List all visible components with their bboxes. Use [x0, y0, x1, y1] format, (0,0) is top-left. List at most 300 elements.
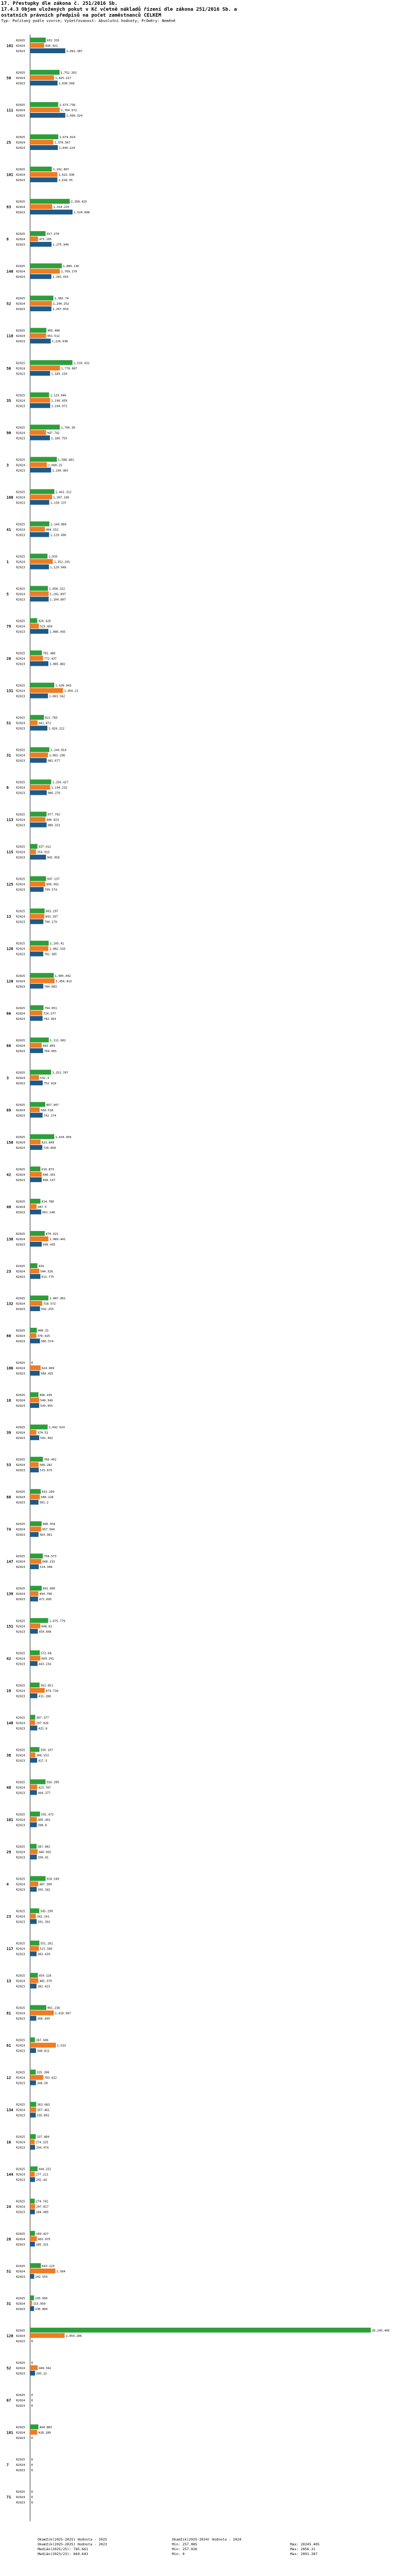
group-label: 52	[6, 301, 11, 306]
group-label: 7	[6, 2463, 9, 2467]
series-label: R2024	[16, 1367, 25, 1371]
bar-r2023	[30, 1725, 37, 1730]
group-label: 71	[6, 2495, 11, 2500]
bar-value-label: 459.606	[39, 1630, 52, 1634]
bar-r2023	[30, 855, 46, 860]
series-label: R2025	[16, 1168, 25, 1171]
series-label: R2025	[16, 491, 25, 494]
bar-value-label: 790.179	[44, 920, 57, 924]
bar-r2023	[30, 467, 51, 472]
bar-value-label: 515.675	[40, 1469, 53, 1473]
series-label: R2023	[16, 2501, 25, 2505]
bar-r2025	[30, 70, 60, 75]
group-label: 42	[6, 1656, 11, 1661]
series-label: R2024	[16, 1818, 25, 1822]
bar-r2024	[30, 2269, 55, 2273]
series-label: R2025	[16, 1620, 25, 1623]
series-label: R2023	[16, 1824, 25, 1827]
bar-r2023	[30, 145, 58, 150]
series-label: R2025	[16, 362, 25, 365]
series-label: R2024	[16, 2431, 25, 2435]
bar-value-label: 572.68	[40, 1652, 52, 1656]
bar-r2023	[30, 1532, 39, 1537]
series-label: R2024	[16, 2399, 25, 2402]
bar-value-label: 425.8	[38, 1727, 47, 1731]
bar-value-label: 514.348	[40, 1566, 53, 1570]
bar-r2024	[30, 236, 38, 241]
bar-value-label: 348.811	[37, 2049, 50, 2053]
series-label: R2023	[16, 2307, 25, 2311]
bar-r2024	[30, 656, 43, 660]
bar-value-label: 1,618.35	[58, 179, 73, 183]
footer-max-2025: Max: 20245.405	[290, 2542, 320, 2546]
bar-value-label: 1,042.624	[48, 1426, 65, 1430]
bar-value-label: 1,105.41	[49, 942, 64, 946]
bar-r2023	[30, 1048, 43, 1053]
bar-r2024	[30, 430, 46, 435]
bar-r2024	[30, 1075, 39, 1080]
bar-value-label: 592.253	[41, 1308, 54, 1312]
group-label: 147	[6, 1559, 13, 1564]
bar-value-label: 471.695	[39, 1598, 52, 1602]
bar-value-label: 1,436.043	[55, 684, 71, 688]
bar-value-label: 428.189	[38, 2431, 51, 2435]
bar-value-label: 1,630.566	[59, 82, 75, 86]
bar-r2023	[30, 1081, 43, 1085]
bar-value-label: 931.333	[47, 39, 60, 42]
series-label: R2025	[16, 781, 25, 785]
series-label: R2023	[16, 1566, 25, 1570]
group-label: 115	[6, 850, 13, 855]
bar-r2023	[30, 564, 49, 569]
bar-value-label: 718.572	[43, 1303, 56, 1306]
chart-footer	[0, 2537, 403, 2570]
bar-value-label: 1,087.962	[49, 1297, 66, 1301]
bar-r2023	[30, 2016, 37, 2021]
series-label: R2025	[16, 1716, 25, 1720]
bar-r2023	[30, 1629, 38, 1634]
bar-r2025	[30, 231, 46, 236]
series-label: R2023	[16, 985, 25, 989]
bar-value-label: 1,026.222	[48, 727, 64, 731]
series-label: R2024	[16, 45, 25, 48]
bar-r2024	[30, 623, 39, 628]
bar-value-label: 1,249.405	[52, 469, 68, 473]
bar-value-label: 799.574	[45, 888, 57, 892]
bar-r2024	[30, 1043, 42, 1048]
group-label: 31	[6, 2301, 11, 2306]
bar-r2023	[30, 1693, 38, 1698]
group-label: 140	[6, 269, 13, 274]
bar-r2023	[30, 1661, 38, 1666]
group-label: 39	[6, 1430, 11, 1435]
group-label: 26	[6, 656, 11, 661]
bar-value-label: 609.291	[41, 1657, 54, 1661]
series-label: R2023	[16, 437, 25, 441]
series-label: R2024	[16, 496, 25, 500]
bar-r2025	[30, 1876, 46, 1881]
bar-r2023	[30, 1274, 40, 1279]
bar-r2024	[30, 1849, 38, 1854]
group-label: 150	[6, 1140, 13, 1145]
bar-r2025	[30, 780, 51, 785]
series-label: R2025	[16, 1748, 25, 1752]
group-label: 79	[6, 624, 11, 629]
series-label: R2023	[16, 2243, 25, 2247]
bar-r2025	[30, 876, 46, 881]
bar-r2023	[30, 823, 47, 828]
series-label: R2023	[16, 1985, 25, 1989]
bar-r2025	[30, 683, 54, 688]
series-label: R2025	[16, 2006, 25, 2010]
series-label: R2023	[16, 2275, 25, 2279]
series-label: R2025	[16, 1232, 25, 1236]
bar-value-label: 277.221	[35, 2173, 48, 2177]
bar-value-label: 1,410.987	[55, 2012, 71, 2016]
bar-value-label: 568.518	[40, 1109, 53, 1112]
series-label: R2024	[16, 625, 25, 629]
group-label: 6	[6, 786, 9, 790]
series-label: R2024	[16, 2237, 25, 2241]
group-label: 61	[6, 2043, 11, 2048]
bar-r2025	[30, 2199, 35, 2204]
series-label: R2024	[16, 593, 25, 596]
group-label: 48	[6, 1785, 11, 1790]
series-label: R2024	[16, 2270, 25, 2273]
group-label: 101	[6, 44, 13, 48]
series-label: R2024	[16, 367, 25, 371]
series-label: R2025	[16, 426, 25, 430]
series-label: R2023	[16, 1888, 25, 1892]
bar-value-label: 285.321	[35, 2243, 49, 2247]
bar-r2025	[30, 941, 49, 946]
bar-value-label: 726.858	[43, 1146, 56, 1150]
bar-r2023	[30, 339, 51, 343]
bar-r2025	[30, 296, 53, 300]
bar-value-label: 2,090.324	[66, 114, 83, 118]
bar-value-label: 897.947	[46, 1103, 59, 1107]
bar-r2023	[30, 2048, 36, 2053]
series-label: R2024	[16, 399, 25, 403]
series-label: R2024	[16, 270, 25, 274]
bar-r2025	[30, 1134, 54, 1139]
bar-r2023	[30, 1919, 37, 1924]
bar-value-label: 496.109	[39, 1394, 52, 1398]
series-label: R2025	[16, 1103, 25, 1107]
bar-value-label: 0	[31, 2501, 33, 2505]
bar-r2023	[30, 984, 44, 989]
series-label: R2025	[16, 2393, 25, 2397]
series-label: R2025	[16, 2297, 25, 2300]
series-label: R2023	[16, 953, 25, 956]
bar-r2023	[30, 435, 50, 440]
bar-value-label: 608.62	[41, 1625, 52, 1629]
bar-r2024	[30, 850, 36, 854]
bar-r2023	[30, 2306, 34, 2311]
bar-value-label: 235.095	[35, 2297, 48, 2300]
bar-value-label: 404.377	[38, 1791, 51, 1795]
bar-value-label: 423.787	[38, 1786, 51, 1790]
group-label: 83	[6, 205, 11, 210]
bar-value-label: 506.282	[39, 1464, 53, 1467]
bar-r2023	[30, 919, 44, 924]
series-label: R2025	[16, 200, 25, 204]
footer-max-2024: Max: 2056.31	[290, 2547, 315, 2551]
bar-r2023	[30, 1500, 39, 1505]
bar-r2023	[30, 2371, 35, 2376]
bar-r2024	[30, 914, 44, 919]
series-label: R2025	[16, 749, 25, 752]
bar-value-label: 274.742	[35, 2200, 48, 2204]
bar-value-label: 692.865	[42, 1044, 55, 1048]
bar-value-label: 541.492	[40, 1437, 53, 1441]
series-label: R2024	[16, 1980, 25, 1983]
bar-r2025	[30, 1715, 35, 1719]
series-label: R2023	[16, 114, 25, 118]
bar-value-label: 449.342	[39, 2366, 52, 2370]
bar-r2024	[30, 1527, 41, 1531]
series-label: R2024	[16, 1270, 25, 1273]
bar-r2025	[30, 1457, 43, 1462]
bar-value-label: 307.377	[36, 1716, 49, 1720]
bar-value-label: 401.075	[38, 2237, 51, 2241]
bar-r2024	[30, 75, 54, 80]
bar-r2024	[30, 1430, 37, 1435]
series-label: R2025	[16, 2329, 25, 2333]
bar-r2024	[30, 43, 44, 48]
bar-r2023	[30, 1435, 39, 1440]
bar-r2025	[30, 360, 73, 365]
series-label: R2025	[16, 458, 25, 462]
bar-value-label: 690.137	[42, 1178, 55, 1182]
bar-value-label: 1,075.779	[49, 1620, 66, 1623]
footer-min-2023: Min: 0	[172, 2552, 185, 2556]
series-label: R2024	[16, 2366, 25, 2370]
series-label: R2025	[16, 2361, 25, 2365]
bar-value-label: 1,251.767	[52, 1071, 69, 1075]
series-label: R2025	[16, 1491, 25, 1494]
bar-r2025	[30, 1263, 38, 1268]
bar-value-label: 657.504	[42, 1528, 55, 1532]
bar-value-label: 0	[31, 2361, 33, 2365]
series-label: R2023	[16, 1340, 25, 1344]
series-label: R2023	[16, 1920, 25, 1924]
bar-value-label: 1,764.572	[61, 109, 77, 113]
bar-value-label: 1,352.291	[54, 560, 70, 564]
bar-r2023	[30, 1145, 42, 1150]
bar-r2024	[30, 1817, 37, 1822]
bar-value-label: 20,245.405	[372, 2329, 390, 2333]
bar-r2024	[30, 462, 47, 467]
bar-value-label: 0	[31, 2436, 33, 2440]
series-label: R2025	[16, 168, 25, 172]
bar-r2024	[30, 140, 53, 145]
bar-r2024	[30, 2107, 36, 2112]
bar-r2024	[30, 527, 45, 531]
series-label: R2024	[16, 464, 25, 467]
bar-value-label: 696.435	[42, 1243, 55, 1247]
bar-value-label: 1,065.296	[49, 754, 66, 758]
bar-value-label: 400.31	[38, 1329, 49, 1333]
bar-r2025	[30, 2167, 38, 2171]
series-label: R2023	[16, 1308, 25, 1312]
group-label: 131	[6, 689, 13, 694]
bar-value-label: 501.2	[39, 1501, 49, 1505]
series-label: R2025	[16, 523, 25, 527]
bar-value-label: 342.101	[37, 1915, 49, 1919]
bar-r2025	[30, 263, 62, 268]
series-label: R2025	[16, 652, 25, 656]
bar-value-label: 348.58	[37, 2082, 48, 2085]
bar-value-label: 335.396	[37, 2071, 49, 2075]
series-label: R2025	[16, 136, 25, 140]
bar-value-label: 0	[31, 2469, 33, 2472]
group-label: 41	[6, 527, 11, 532]
series-label: R2023	[16, 1372, 25, 1376]
series-label: R2023	[16, 1695, 25, 1699]
bar-value-label: 363.683	[37, 2103, 50, 2107]
bar-value-label: 822.785	[45, 716, 57, 720]
series-label: R2024	[16, 1141, 25, 1145]
bar-r2023	[30, 2274, 34, 2279]
bar-value-label: 539.455	[40, 1405, 53, 1408]
group-label: 69	[6, 1108, 11, 1113]
bar-r2024	[30, 2043, 56, 2048]
series-label: R2025	[16, 394, 25, 398]
bar-value-label: 863.297	[46, 910, 59, 913]
bar-value-label: 772.437	[44, 657, 57, 661]
series-label: R2025	[16, 555, 25, 559]
series-label: R2023	[16, 1405, 25, 1408]
bar-value-label: 292.44	[36, 2178, 47, 2182]
footer-legend-2023: Okamžik(2025-2025) Hodnota - 2023	[38, 2542, 107, 2546]
bar-value-label: 376.925	[37, 1335, 50, 1339]
series-label: R2025	[16, 2200, 25, 2204]
bar-r2023	[30, 1790, 37, 1795]
bar-r2024	[30, 204, 52, 209]
bar-value-label: 1,649.224	[59, 147, 75, 150]
bar-value-label: 977.792	[47, 813, 60, 817]
series-label: R2025	[16, 684, 25, 688]
bar-r2024	[30, 1785, 37, 1789]
bar-value-label: 1,111.602	[49, 1039, 66, 1042]
bar-value-label: 437.412	[38, 845, 51, 849]
group-label: 31	[6, 753, 11, 758]
series-label: R2023	[16, 2469, 25, 2472]
bar-r2025	[30, 102, 58, 107]
series-label: R2024	[16, 1335, 25, 1339]
series-label: R2023	[16, 1275, 25, 1279]
bar-r2025	[30, 812, 47, 817]
series-label: R2023	[16, 1791, 25, 1795]
bar-value-label: 1,434.959	[55, 1135, 71, 1139]
series-label: R2025	[16, 813, 25, 817]
group-label: 40	[6, 1205, 11, 1210]
bar-r2023	[30, 500, 49, 505]
bar-value-label: 896.992	[46, 883, 59, 887]
series-label: R2024	[16, 1722, 25, 1725]
group-label: 120	[6, 979, 13, 984]
series-label: R2023	[16, 1211, 25, 1214]
group-label: 161	[6, 1817, 13, 1822]
bar-value-label: 1,778.087	[61, 367, 77, 371]
bar-r2023	[30, 532, 49, 537]
group-label: 81	[6, 2011, 11, 2016]
bar-r2025	[30, 1167, 40, 1171]
bar-value-label: 446.902	[38, 1851, 52, 1854]
bar-r2025	[30, 2134, 36, 2139]
series-label: R2025	[16, 974, 25, 978]
bar-r2025	[30, 38, 46, 42]
series-label: R2024	[16, 1173, 25, 1177]
group-label: 24	[6, 2205, 11, 2210]
series-label: R2024	[16, 109, 25, 113]
bar-r2023	[30, 113, 65, 118]
bar-value-label: 441.872	[38, 722, 52, 725]
bar-value-label: 1,504	[56, 2270, 66, 2273]
bar-r2025	[30, 1199, 40, 1204]
bar-r2025	[30, 1070, 51, 1075]
bar-r2024	[30, 1978, 38, 1983]
group-label: 29	[6, 1850, 11, 1854]
bar-r2025	[30, 747, 49, 752]
bar-value-label: 916.399	[46, 1781, 59, 1785]
bar-r2025	[30, 1586, 42, 1591]
series-label: R2024	[16, 851, 25, 854]
bar-value-label: 1,194.232	[51, 786, 68, 790]
bar-r2025	[30, 2070, 36, 2075]
series-label: R2025	[16, 845, 25, 849]
bar-r2023	[30, 1113, 42, 1118]
group-label: 13	[6, 915, 11, 919]
series-label: R2025	[16, 71, 25, 75]
bar-value-label: 335.891	[37, 2114, 49, 2118]
series-label: R2023	[16, 1727, 25, 1731]
bar-r2025	[30, 650, 42, 655]
bar-value-label: 947.137	[47, 877, 60, 881]
series-label: R2025	[16, 1071, 25, 1075]
bar-r2023	[30, 1596, 38, 1601]
bar-value-label: 781.385	[44, 953, 57, 956]
group-label: 18	[6, 1398, 11, 1403]
group-label: 111	[6, 108, 13, 113]
series-label: R2023	[16, 1953, 25, 1956]
bar-value-label: 783.822	[44, 2076, 57, 2080]
group-label: 90	[6, 430, 11, 435]
series-label: R2024	[16, 2302, 25, 2306]
bar-value-label: 381.423	[37, 1985, 51, 1989]
series-label: R2024	[16, 1431, 25, 1435]
bar-value-label: 742.174	[44, 1114, 56, 1118]
series-label: R2025	[16, 1845, 25, 1849]
bar-r2025	[30, 909, 45, 913]
bar-value-label: 918.549	[46, 1877, 59, 1881]
bar-value-label: 1,456.413	[55, 980, 72, 983]
bar-r2023	[30, 242, 52, 247]
series-label: R2024	[16, 174, 25, 177]
bar-r2023	[30, 403, 50, 408]
series-label: R2025	[16, 1942, 25, 1946]
series-label: R2025	[16, 1362, 25, 1365]
bar-value-label: 2,516.431	[73, 362, 90, 365]
series-label: R2025	[16, 2490, 25, 2494]
bar-r2024	[30, 2430, 37, 2435]
bar-r2024	[30, 946, 48, 951]
bar-value-label: 1,086.945	[49, 630, 66, 634]
series-label: R2023	[16, 2211, 25, 2214]
bar-r2024	[30, 1398, 39, 1402]
bar-r2024	[30, 785, 50, 790]
